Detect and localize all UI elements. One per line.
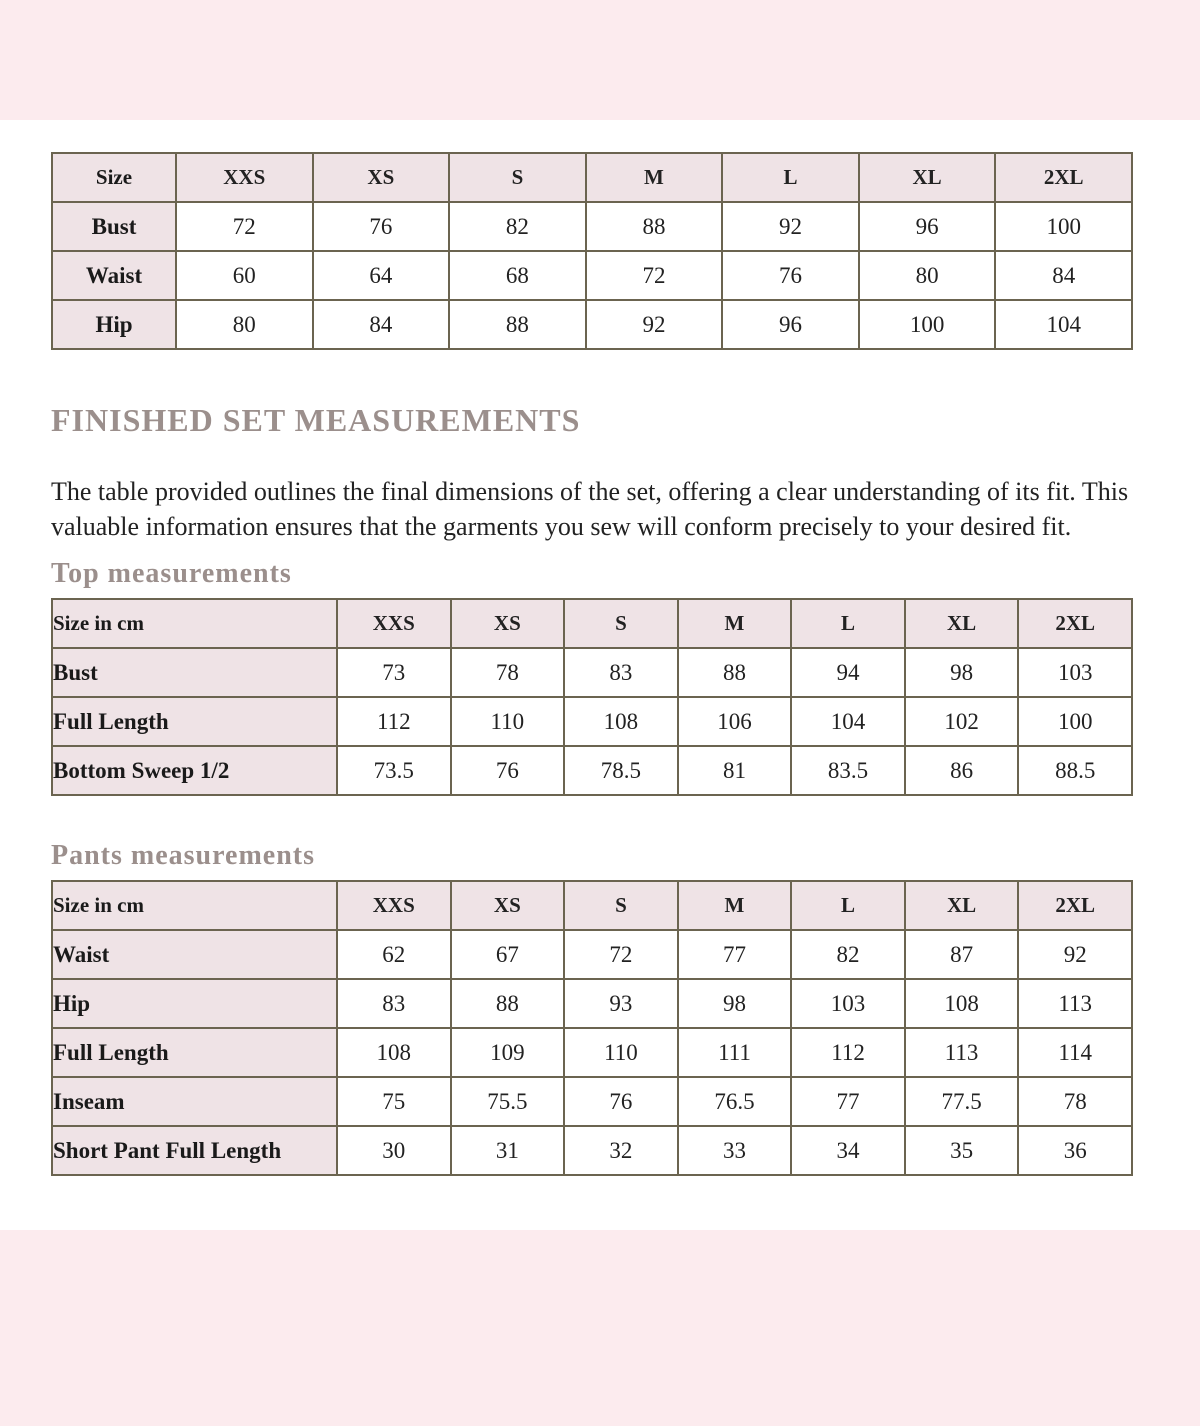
size-column-header: S bbox=[564, 599, 678, 648]
measurement-value: 114 bbox=[1018, 1028, 1132, 1077]
size-column-header: XL bbox=[859, 153, 996, 202]
measurement-page bbox=[0, 120, 1200, 1230]
measurement-value: 78.5 bbox=[564, 746, 678, 795]
measurement-value: 100 bbox=[859, 300, 996, 349]
measurement-value: 76.5 bbox=[678, 1077, 792, 1126]
measurement-value: 72 bbox=[564, 930, 678, 979]
size-column-header: 2XL bbox=[1018, 599, 1132, 648]
table-header-row bbox=[52, 881, 1132, 930]
measurement-value: 96 bbox=[859, 202, 996, 251]
table-row bbox=[52, 1077, 1132, 1126]
measurement-value: 109 bbox=[451, 1028, 565, 1077]
measurement-value: 36 bbox=[1018, 1126, 1132, 1175]
size-column-header: 2XL bbox=[1018, 881, 1132, 930]
size-column-header: L bbox=[722, 153, 859, 202]
measurement-value: 103 bbox=[791, 979, 905, 1028]
measurement-value: 88.5 bbox=[1018, 746, 1132, 795]
measurement-value: 77 bbox=[791, 1077, 905, 1126]
measurement-value: 108 bbox=[905, 979, 1019, 1028]
measurement-value: 113 bbox=[905, 1028, 1019, 1077]
measurement-value: 31 bbox=[451, 1126, 565, 1175]
measurement-value: 83 bbox=[337, 979, 451, 1028]
measurement-label: Hip bbox=[52, 979, 337, 1028]
size-column-header: S bbox=[449, 153, 586, 202]
bottom-pink-band bbox=[0, 1230, 1200, 1426]
section-title: FINISHED SET MEASUREMENTS bbox=[51, 402, 581, 438]
measurement-value: 80 bbox=[176, 300, 313, 349]
measurement-value: 103 bbox=[1018, 648, 1132, 697]
measurement-value: 113 bbox=[1018, 979, 1132, 1028]
table-row bbox=[52, 300, 1132, 349]
measurement-value: 96 bbox=[722, 300, 859, 349]
measurement-value: 60 bbox=[176, 251, 313, 300]
size-column-header: M bbox=[678, 881, 792, 930]
measurement-label: Short Pant Full Length bbox=[52, 1126, 337, 1175]
row-header-label: Size bbox=[52, 153, 176, 202]
size-column-header: XXS bbox=[176, 153, 313, 202]
table-row bbox=[52, 746, 1132, 795]
measurement-value: 110 bbox=[451, 697, 565, 746]
measurement-value: 108 bbox=[564, 697, 678, 746]
measurement-value: 106 bbox=[678, 697, 792, 746]
size-column-header: M bbox=[586, 153, 723, 202]
measurement-value: 110 bbox=[564, 1028, 678, 1077]
top-measurements-title: Top measurements bbox=[51, 558, 292, 589]
table-row bbox=[52, 648, 1132, 697]
size-column-header: XL bbox=[905, 881, 1019, 930]
row-header-label: Size in cm bbox=[52, 881, 337, 930]
measurement-value: 76 bbox=[722, 251, 859, 300]
measurement-value: 86 bbox=[905, 746, 1019, 795]
measurement-value: 88 bbox=[451, 979, 565, 1028]
measurement-value: 76 bbox=[313, 202, 450, 251]
measurement-value: 82 bbox=[791, 930, 905, 979]
measurement-value: 73 bbox=[337, 648, 451, 697]
measurement-value: 72 bbox=[586, 251, 723, 300]
measurement-value: 78 bbox=[1018, 1077, 1132, 1126]
measurement-value: 32 bbox=[564, 1126, 678, 1175]
measurement-value: 112 bbox=[337, 697, 451, 746]
measurement-value: 75.5 bbox=[451, 1077, 565, 1126]
measurement-value: 108 bbox=[337, 1028, 451, 1077]
measurement-value: 112 bbox=[791, 1028, 905, 1077]
table-header-row bbox=[52, 153, 1132, 202]
measurement-value: 92 bbox=[722, 202, 859, 251]
table-row bbox=[52, 1028, 1132, 1077]
size-column-header: XL bbox=[905, 599, 1019, 648]
measurement-value: 88 bbox=[449, 300, 586, 349]
measurement-value: 35 bbox=[905, 1126, 1019, 1175]
measurement-value: 100 bbox=[1018, 697, 1132, 746]
measurement-value: 76 bbox=[564, 1077, 678, 1126]
size-column-header: XS bbox=[313, 153, 450, 202]
measurement-value: 76 bbox=[451, 746, 565, 795]
size-column-header: L bbox=[791, 881, 905, 930]
measurement-value: 83 bbox=[564, 648, 678, 697]
size-column-header: XXS bbox=[337, 599, 451, 648]
body-size-chart bbox=[51, 152, 1133, 350]
measurement-value: 98 bbox=[905, 648, 1019, 697]
size-column-header: 2XL bbox=[995, 153, 1132, 202]
measurement-value: 111 bbox=[678, 1028, 792, 1077]
measurement-label: Waist bbox=[52, 930, 337, 979]
pants-measurements-title: Pants measurements bbox=[51, 840, 316, 871]
measurement-value: 73.5 bbox=[337, 746, 451, 795]
size-column-header: M bbox=[678, 599, 792, 648]
size-column-header: L bbox=[791, 599, 905, 648]
measurement-value: 30 bbox=[337, 1126, 451, 1175]
size-column-header: XS bbox=[451, 599, 565, 648]
measurement-value: 81 bbox=[678, 746, 792, 795]
measurement-value: 64 bbox=[313, 251, 450, 300]
measurement-value: 72 bbox=[176, 202, 313, 251]
measurement-value: 82 bbox=[449, 202, 586, 251]
measurement-value: 62 bbox=[337, 930, 451, 979]
measurement-value: 68 bbox=[449, 251, 586, 300]
measurement-label: Hip bbox=[52, 300, 176, 349]
measurement-value: 87 bbox=[905, 930, 1019, 979]
pants-measurements-table bbox=[51, 880, 1133, 1176]
measurement-label: Full Length bbox=[52, 1028, 337, 1077]
table-row bbox=[52, 979, 1132, 1028]
size-column-header: S bbox=[564, 881, 678, 930]
measurement-label: Bust bbox=[52, 648, 337, 697]
top-measurements-table bbox=[51, 598, 1133, 796]
measurement-label: Bottom Sweep 1/2 bbox=[52, 746, 337, 795]
measurement-value: 100 bbox=[995, 202, 1132, 251]
table-row bbox=[52, 1126, 1132, 1175]
measurement-value: 77.5 bbox=[905, 1077, 1019, 1126]
measurement-value: 92 bbox=[586, 300, 723, 349]
measurement-value: 93 bbox=[564, 979, 678, 1028]
measurement-value: 34 bbox=[791, 1126, 905, 1175]
measurement-value: 67 bbox=[451, 930, 565, 979]
intro-paragraph: The table provided outlines the final dimensions of the set, offering a clear understanding of its fit. This valuable information ensures that the garments you sew will conform precisely to your desired fit. bbox=[51, 477, 1129, 541]
measurement-value: 98 bbox=[678, 979, 792, 1028]
measurement-value: 75 bbox=[337, 1077, 451, 1126]
measurement-value: 88 bbox=[678, 648, 792, 697]
measurement-label: Bust bbox=[52, 202, 176, 251]
table-header-row bbox=[52, 599, 1132, 648]
measurement-value: 77 bbox=[678, 930, 792, 979]
table-row bbox=[52, 251, 1132, 300]
table-row bbox=[52, 202, 1132, 251]
measurement-value: 84 bbox=[995, 251, 1132, 300]
measurement-label: Full Length bbox=[52, 697, 337, 746]
measurement-value: 92 bbox=[1018, 930, 1132, 979]
measurement-value: 33 bbox=[678, 1126, 792, 1175]
table-row bbox=[52, 697, 1132, 746]
measurement-value: 78 bbox=[451, 648, 565, 697]
table-row bbox=[52, 930, 1132, 979]
measurement-value: 102 bbox=[905, 697, 1019, 746]
measurement-label: Inseam bbox=[52, 1077, 337, 1126]
size-column-header: XXS bbox=[337, 881, 451, 930]
measurement-value: 80 bbox=[859, 251, 996, 300]
measurement-value: 104 bbox=[791, 697, 905, 746]
measurement-value: 83.5 bbox=[791, 746, 905, 795]
measurement-label: Waist bbox=[52, 251, 176, 300]
size-column-header: XS bbox=[451, 881, 565, 930]
measurement-value: 84 bbox=[313, 300, 450, 349]
measurement-value: 94 bbox=[791, 648, 905, 697]
top-pink-band bbox=[0, 0, 1200, 120]
measurement-value: 104 bbox=[995, 300, 1132, 349]
row-header-label: Size in cm bbox=[52, 599, 337, 648]
measurement-value: 88 bbox=[586, 202, 723, 251]
